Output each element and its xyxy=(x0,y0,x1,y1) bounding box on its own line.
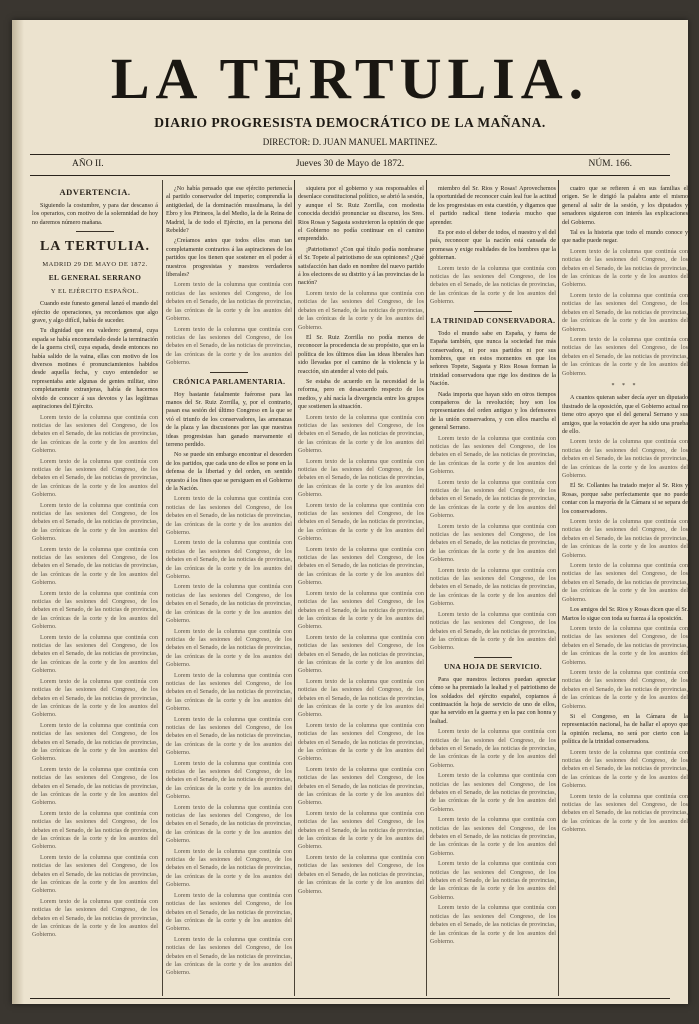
dateline-year: AÑO II. xyxy=(72,159,104,169)
article-paragraph: Se estaba de acuerdo en la necesidad de la reforma, pero en desacuerdo respecto de los medios, y ahí nacía la divergencia entre los grupos que sostienen la situación. xyxy=(298,378,424,411)
article-paragraph: Lorem texto de la columna que continúa con noticias de las sesiones del Congreso, de los debates en el Senado, de las noticias de provincias, de las crónicas de la corte y de los asuntos del Gobierno. xyxy=(32,590,158,631)
article-paragraph: Lorem texto de la columna que continúa con noticias de las sesiones del Congreso, de los debates en el Senado, de las noticias de provincias, de las crónicas de la corte y de los asuntos del Gobierno. xyxy=(32,414,158,455)
article-paragraph: Lorem texto de la columna que continúa con noticias de las sesiones del Congreso, de los debates en el Senado, de las noticias de provincias, de las crónicas de la corte y de los asuntos del Gobierno. xyxy=(298,546,424,587)
header-rule-top xyxy=(30,154,670,155)
article-paragraph: Lorem texto de la columna que continúa con noticias de las sesiones del Congreso, de los debates en el Senado, de las noticias de provincias, de las crónicas de la corte y de los asuntos del Gobierno. xyxy=(430,817,556,857)
article-paragraph: Lorem texto de la columna que continúa con noticias de las sesiones del Congreso, de los debates en el Senado, de las noticias de provincias, de las crónicas de la corte y de los asuntos del Gobierno. xyxy=(562,248,688,289)
section-stars-divider: * * * xyxy=(611,382,639,389)
header-rule-bottom xyxy=(30,175,670,176)
article-paragraph: Lorem texto de la columna que continúa con noticias de las sesiones del Congreso, de los debates en el Senado, de las noticias de provincias, de las crónicas de la corte y de los asuntos del Gobierno. xyxy=(298,290,424,331)
column-2 xyxy=(166,185,292,995)
article-paragraph: Lorem texto de la columna que continúa con noticias de las sesiones del Congreso, de los debates en el Senado, de las noticias de provincias, de las crónicas de la corte y de los asuntos del Gobierno. xyxy=(32,854,158,895)
column-separator xyxy=(162,180,163,996)
article-paragraph: Lorem texto de la columna que continúa con noticias de las sesiones del Congreso, de los debates en el Senado, de las noticias de provincias, de las crónicas de la corte y de los asuntos del Gobierno. xyxy=(562,292,688,333)
article-paragraph: Cuando este funesto general lanzó el mando del ejército de operaciones, ya recordamos que algo grave, y algo difícil, había de suceder. xyxy=(32,301,158,325)
masthead-title: LA TERTULIA. xyxy=(110,46,590,111)
article-paragraph: Lorem texto de la columna que continúa con noticias de las sesiones del Congreso, de los debates en el Senado, de las noticias de provincias, de las crónicas de la corte y de los asuntos del Gobierno. xyxy=(430,611,556,652)
article-paragraph: ¿No había pensado que ese ejército pertenecía al partido conservador del imperio; comprendía la antigüedad, de la dominación musulmana, la del Ebro y los Pirineos, la del Medio, la de la Reina de Madrid, la de todo el Ejército, en la persona del Rebelde? xyxy=(166,186,292,235)
article-paragraph: Lorem texto de la columna que continúa con noticias de las sesiones del Congreso, de los debates en el Senado, de las noticias de provincias, de las crónicas de la corte y de los asuntos del Gobierno. xyxy=(562,625,688,666)
article-paragraph: Lorem texto de la columna que continúa con noticias de las sesiones del Congreso, de los debates en el Senado, de las noticias de provincias, de las crónicas de la corte y de los asuntos del Gobierno. xyxy=(562,793,688,834)
article-paragraph: Lorem texto de la columna que continúa con noticias de las sesiones del Congreso, de los debates en el Senado, de las noticias de provincias, de las crónicas de la corte y de los asuntos del Gobierno. xyxy=(166,936,292,977)
article-paragraph: Lorem texto de la columna que continúa con noticias de las sesiones del Congreso, de los debates en el Senado, de las noticias de provincias, de las crónicas de la corte y de los asuntos del Gobierno. xyxy=(430,435,556,476)
column-separator xyxy=(558,180,559,996)
article-paragraph: Para que nuestros lectores puedan apreciar cómo se ha premiado la lealtad y el patriotismo de los soldados del ejército español, copiamos á continuación la hoja de servicio de uno de ellos, que ha servido en la guerra y en la paz con honra y lealtad. xyxy=(430,676,556,725)
article-paragraph: Lorem texto de la columna que continúa con noticias de las sesiones del Congreso, de los debates en el Senado, de las noticias de provincias, de las crónicas de la corte y de los asuntos del Gobierno. xyxy=(562,749,688,790)
article-paragraph: Lorem texto de la columna que continúa con noticias de las sesiones del Congreso, de los debates en el Senado, de las noticias de provincias, de las crónicas de la corte y de los asuntos del Gobierno. xyxy=(166,628,292,669)
article-paragraph: Lorem texto de la columna que continúa con noticias de las sesiones del Congreso, de los debates en el Senado, de las noticias de provincias, de las crónicas de la corte y de los asuntos del Gobierno. xyxy=(298,766,424,807)
article-paragraph: Lorem texto de la columna que continúa con noticias de las sesiones del Congreso, de los debates en el Senado, de las noticias de provincias, de las crónicas de la corte y de los asuntos del Gobierno. xyxy=(32,722,158,763)
article-paragraph: No se puede sin embargo encontrar el desorden de los partidos, que cada uno de ellos se pone en la defensa de la libertad y del orden, en sentido opuesto á los fines que se persiguen en el Gobierno de la Nación. xyxy=(166,452,292,492)
article-paragraph: Lorem texto de la columna que continúa con noticias de las sesiones del Congreso, de los debates en el Senado, de las noticias de provincias, de las crónicas de la corte y de los asuntos del Gobierno. xyxy=(298,590,424,631)
page-binding-shadow xyxy=(12,20,24,1004)
article-paragraph: ¡Patriotismo! ¿Con qué título podía nombrarse el Sr. Topete al patriotismo de sus opiniones? ¿Qué satisfacción han dado en nombre del nuevo partido á los electores de su distrito y á las provincias de la nación? xyxy=(298,246,424,287)
article-paragraph: Lorem texto de la columna que continúa con noticias de las sesiones del Congreso, de los debates en el Senado, de las noticias de provincias, de las crónicas de la corte y de los asuntos del Gobierno. xyxy=(166,716,292,757)
column-separator xyxy=(426,180,427,996)
masthead-director: DIRECTOR: D. JUAN MANUEL MARTINEZ. xyxy=(262,137,438,147)
article-paragraph: Lorem texto de la columna que continúa con noticias de las sesiones del Congreso, de los debates en el Senado, de las noticias de provincias, de las crónicas de la corte y de los asuntos del Gobierno. xyxy=(562,669,688,710)
article-paragraph: Lorem texto de la columna que continúa con noticias de las sesiones del Congreso, de los debates en el Senado, de las noticias de provincias, de las crónicas de la corte y de los asuntos del Gobierno. xyxy=(166,892,292,933)
article-paragraph: Lorem texto de la columna que continúa con noticias de las sesiones del Congreso, de los debates en el Senado, de las noticias de provincias, de las crónicas de la corte y de los asuntos del Gobierno. xyxy=(298,722,424,763)
article-paragraph: Los amigos del Sr. Rios y Rosas dicen que el Sr. Martos lo sigue con toda su fuerza á la oposición. xyxy=(562,607,688,622)
article-paragraph: Tu dignidad que era valedero: general, cuya espada se había encomendado desde la terminación de la guerra civil, cuya espada, desde entonces no había salido de la vaina, ellas con motivo de los diversos motines é pronunciamientos habidos desde aquella fecha, y cuyo entendedor se representaba ante algunas de gentes militar, sino completamente extranjeras, había de hacernos olvido de conocer á sus devotos y las legítimas aspiraciones del Ejército. xyxy=(32,328,158,411)
article-paragraph: Lorem texto de la columna que continúa con noticias de las sesiones del Congreso, de los debates en el Senado, de las noticias de provincias, de las crónicas de la corte y de los asuntos del Gobierno. xyxy=(166,672,292,713)
article-paragraph: Lorem texto de la columna que continúa con noticias de las sesiones del Congreso, de los debates en el Senado, de las noticias de provincias, de las crónicas de la corte y de los asuntos del Gobierno. xyxy=(166,282,292,323)
article-paragraph: Lorem texto de la columna que continúa con noticias de las sesiones del Congreso, de los debates en el Senado, de las noticias de provincias, de las crónicas de la corte y de los asuntos del Gobierno. xyxy=(166,848,292,889)
article-paragraph: Lorem texto de la columna que continúa con noticias de las sesiones del Congreso, de los debates en el Senado, de las noticias de provincias, de las crónicas de la corte y de los asuntos del Gobierno. xyxy=(562,439,688,479)
article-paragraph: Lorem texto de la columna que continúa con noticias de las sesiones del Congreso, de los debates en el Senado, de las noticias de provincias, de las crónicas de la corte y de los asuntos del Gobierno. xyxy=(32,678,158,719)
article-paragraph: Lorem texto de la columna que continúa con noticias de las sesiones del Congreso, de los debates en el Senado, de las noticias de provincias, de las crónicas de la corte y de los asuntos del Gobierno. xyxy=(298,502,424,543)
article-paragraph: Lorem texto de la columna que continúa con noticias de las sesiones del Congreso, de los debates en el Senado, de las noticias de provincias, de las crónicas de la corte y de los asuntos del Gobierno. xyxy=(430,567,556,608)
article-paragraph: Lorem texto de la columna que continúa con noticias de las sesiones del Congreso, de los debates en el Senado, de las noticias de provincias, de las crónicas de la corte y de los asuntos del Gobierno. xyxy=(430,479,556,520)
column-1 xyxy=(32,185,158,995)
advertencia-heading: ADVERTENCIA. xyxy=(59,187,131,197)
article-paragraph: Lorem texto de la columna que continúa con noticias de las sesiones del Congreso, de los debates en el Senado, de las noticias de provincias, de las crónicas de la corte y de los asuntos del Gobierno. xyxy=(562,563,688,603)
article-paragraph: Lorem texto de la columna que continúa con noticias de las sesiones del Congreso, de los debates en el Senado, de las noticias de provincias, de las crónicas de la corte y de los asuntos del Gobierno. xyxy=(32,458,158,499)
article-paragraph: siquiera por el gobierno y sus responsables el desenlace constitucional político, se abrió la sesión, y aunque el Sr. Ruiz Zorrilla, con modestia conocida decidió pronunciar su discurso, los Sres. Rios Rosas y Sagasta sostuvieron la opinión de que el Gobierno no podía continuar en el camino emprendido. xyxy=(298,186,424,243)
divider xyxy=(76,231,114,232)
article-paragraph: Lorem texto de la columna que continúa con noticias de las sesiones del Congreso, de los debates en el Senado, de las noticias de provincias, de las crónicas de la corte y de los asuntos del Gobierno. xyxy=(166,540,292,581)
article-paragraph: Lorem texto de la columna que continúa con noticias de las sesiones del Congreso, de los debates en el Senado, de las noticias de provincias, de las crónicas de la corte y de los asuntos del Gobierno. xyxy=(166,760,292,801)
madrid-dateline: MADRID 29 DE MAYO DE 1872. xyxy=(42,261,148,269)
article-paragraph: Lorem texto de la columna que continúa con noticias de las sesiones del Congreso, de los debates en el Senado, de las noticias de provincias, de las crónicas de la corte y de los asuntos del Gobierno. xyxy=(562,519,688,559)
article-paragraph: Es por esto el deber de todos, el nuestro y el del país, reconocer que la nación está cansada de promesas y exige realidades de los hombres que la gobiernan. xyxy=(430,230,556,262)
article-paragraph: El Sr. Ruiz Zorrilla no podía menos de reconocer la procedencia de su propósito, que en la política de los últimos días las ideas liberales han sido llevadas por el camino de la violencia y la reacción, sin atender al voto del país. xyxy=(298,334,424,375)
divider xyxy=(210,372,248,373)
article-heading-general-serrano: EL GENERAL SERRANO xyxy=(48,273,142,283)
article-paragraph: A cuantos quieran saber decía ayer un diputado ilustrado de la oposición, que el Gobierno actual no tiene otro apoyo que el del general Serrano y sus amigos, que la votación de ayer ha sido una prueba de ello. xyxy=(562,395,688,435)
article-paragraph: Todo el mundo sabe en España, y fuera de España también, que nunca la sociedad fue más conservadora, ni por sus partidos ni por sus hombres, que en estos momentos en que los señores Topete, Sagasta y Rios Rosas forman la trinidad conservadora que rige los destinos de la Nación. xyxy=(430,330,556,388)
column-3 xyxy=(298,185,424,995)
dateline xyxy=(32,159,668,173)
article-paragraph: Lorem texto de la columna que continúa con noticias de las sesiones del Congreso, de los debates en el Senado, de las noticias de provincias, de las crónicas de la corte y de los asuntos del Gobierno. xyxy=(298,414,424,455)
article-paragraph: Tal es la historia que todo el mundo conoce y que nadie puede negar. xyxy=(562,230,688,245)
article-paragraph: Lorem texto de la columna que continúa con noticias de las sesiones del Congreso, de los debates en el Senado, de las noticias de provincias, de las crónicas de la corte y de los asuntos del Gobierno. xyxy=(430,861,556,901)
footer-rule xyxy=(30,998,670,999)
newspaper-page xyxy=(12,20,688,1004)
dateline-date: Jueves 30 de Mayo de 1872. xyxy=(295,159,405,169)
article-paragraph: Nada importa que hayan sido en otros tiempos compañeros de la revolución; hoy son los representantes del orden antiguo y los defensores de la unión conservadora, y con ellos marcha el general Serrano. xyxy=(430,391,556,432)
article-paragraph: Lorem texto de la columna que continúa con noticias de las sesiones del Congreso, de los debates en el Senado, de las noticias de provincias, de las crónicas de la corte y de los asuntos del Gobierno. xyxy=(430,773,556,813)
advertencia-text: Siguiendo la costumbre, y para dar descanso á los operarios, con motivo de la solemnidad de hoy no daremos número mañana. xyxy=(32,203,158,226)
section-title-la-tertulia: LA TERTULIA. xyxy=(39,239,151,255)
article-paragraph: ¿Creíamos antes que todos ellos eran tan completamente contrarios á las aspiraciones de los partidos que los tienen que sostener en el poder á nuestros progresistas y nuestros verdaderos liberales? xyxy=(166,238,292,279)
article-paragraph: Lorem texto de la columna que continúa con noticias de las sesiones del Congreso, de los debates en el Senado, de las noticias de provincias, de las crónicas de la corte y de los asuntos del Gobierno. xyxy=(166,804,292,845)
article-paragraph: Lorem texto de la columna que continúa con noticias de las sesiones del Congreso, de los debates en el Senado, de las noticias de provincias, de las crónicas de la corte y de los asuntos del Gobierno. xyxy=(166,326,292,367)
article-paragraph: Lorem texto de la columna que continúa con noticias de las sesiones del Congreso, de los debates en el Senado, de las noticias de provincias, de las crónicas de la corte y de los asuntos del Gobierno. xyxy=(298,634,424,675)
article-paragraph: Lorem texto de la columna que continúa con noticias de las sesiones del Congreso, de los debates en el Senado, de las noticias de provincias, de las crónicas de la corte y de los asuntos del Gobierno. xyxy=(298,810,424,851)
article-paragraph: cuatro que se refieren á en sus familias el origen. Se le dirigió la palabra ante el mismo general al salir de la sesión, y los diputados y senadores siguieron con interés las explicaciones del Gobierno. xyxy=(562,186,688,226)
column-4 xyxy=(430,185,556,995)
article-paragraph: Lorem texto de la columna que continúa con noticias de las sesiones del Congreso, de los debates en el Senado, de las noticias de provincias, de las crónicas de la corte y de los asuntos del Gobierno. xyxy=(32,634,158,675)
article-paragraph: Lorem texto de la columna que continúa con noticias de las sesiones del Congreso, de los debates en el Senado, de las noticias de provincias, de las crónicas de la corte y de los asuntos del Gobierno. xyxy=(430,265,556,306)
article-paragraph: Lorem texto de la columna que continúa con noticias de las sesiones del Congreso, de los debates en el Senado, de las noticias de provincias, de las crónicas de la corte y de los asuntos del Gobierno. xyxy=(32,502,158,543)
divider xyxy=(474,657,512,658)
article-paragraph: Lorem texto de la columna que continúa con noticias de las sesiones del Congreso, de los debates en el Senado, de las noticias de provincias, de las crónicas de la corte y de los asuntos del Gobierno. xyxy=(298,854,424,895)
article-heading-hoja-servicio: UNA HOJA DE SERVICIO. xyxy=(443,661,543,671)
column-separator xyxy=(294,180,295,996)
article-paragraph: Lorem texto de la columna que continúa con noticias de las sesiones del Congreso, de los debates en el Senado, de las noticias de provincias, de las crónicas de la corte y de los asuntos del Gobierno. xyxy=(298,678,424,719)
dateline-number: NÚM. 166. xyxy=(588,159,632,169)
article-paragraph: Lorem texto de la columna que continúa con noticias de las sesiones del Congreso, de los debates en el Senado, de las noticias de provincias, de las crónicas de la corte y de los asuntos del Gobierno. xyxy=(32,898,158,939)
article-paragraph: Si el Congreso, en la Cámara de la representación nacional, ha de hallar el apoyo que la opinión reclama, no será por cierto con la política de la trinidad conservadora. xyxy=(562,713,688,746)
article-subheading: Y EL EJÉRCITO ESPAÑOL. xyxy=(50,288,140,296)
article-paragraph: Lorem texto de la columna que continúa con noticias de las sesiones del Congreso, de los debates en el Senado, de las noticias de provincias, de las crónicas de la corte y de los asuntos del Gobierno. xyxy=(298,458,424,499)
article-paragraph: Lorem texto de la columna que continúa con noticias de las sesiones del Congreso, de los debates en el Senado, de las noticias de provincias, de las crónicas de la corte y de los asuntos del Gobierno. xyxy=(32,766,158,807)
article-paragraph: El Sr. Collantes ha tratado mejor al Sr. Rios y Rosas, porque sabe perfectamente que no puede contar con la mayoría de la Cámara si se separa de los conservadores. xyxy=(562,483,688,515)
article-paragraph: Lorem texto de la columna que continúa con noticias de las sesiones del Congreso, de los debates en el Senado, de las noticias de provincias, de las crónicas de la corte y de los asuntos del Gobierno. xyxy=(562,336,688,377)
masthead-subtitle: DIARIO PROGRESISTA DEMOCRÁTICO DE LA MAÑANA. xyxy=(154,115,546,130)
article-paragraph: Hoy bastante fatalmente fuéronse para las manos del Sr. Ruiz Zorrilla, y, por el contrario, pasan esa sesión del último Congreso en la que se vió el triunfo de los conservadores, las amenazas de la plaza y las discusiones por las que nuestras ideas progresistas han ganado nuevamente el terreno perdido. xyxy=(166,391,292,448)
article-paragraph: Lorem texto de la columna que continúa con noticias de las sesiones del Congreso, de los debates en el Senado, de las noticias de provincias, de las crónicas de la corte y de los asuntos del Gobierno. xyxy=(430,905,556,945)
divider xyxy=(474,311,512,312)
article-paragraph: Lorem texto de la columna que continúa con noticias de las sesiones del Congreso, de los debates en el Senado, de las noticias de provincias, de las crónicas de la corte y de los asuntos del Gobierno. xyxy=(166,496,292,537)
article-paragraph: Lorem texto de la columna que continúa con noticias de las sesiones del Congreso, de los debates en el Senado, de las noticias de provincias, de las crónicas de la corte y de los asuntos del Gobierno. xyxy=(430,729,556,769)
article-paragraph: Lorem texto de la columna que continúa con noticias de las sesiones del Congreso, de los debates en el Senado, de las noticias de provincias, de las crónicas de la corte y de los asuntos del Gobierno. xyxy=(32,546,158,587)
article-paragraph: miembro del Sr. Rios y Rosas! Aprovechemos la oportunidad de reconocer cuán leal fue la actitud de los progresistas en esta cuestión, y digamos que el partido radical tiene todavía mucho que aprender. xyxy=(430,186,556,226)
article-paragraph: Lorem texto de la columna que continúa con noticias de las sesiones del Congreso, de los debates en el Senado, de las noticias de provincias, de las crónicas de la corte y de los asuntos del Gobierno. xyxy=(430,523,556,564)
article-paragraph: Lorem texto de la columna que continúa con noticias de las sesiones del Congreso, de los debates en el Senado, de las noticias de provincias, de las crónicas de la corte y de los asuntos del Gobierno. xyxy=(32,810,158,851)
article-heading-cronica: CRÓNICA PARLAMENTARIA. xyxy=(172,376,286,386)
column-5 xyxy=(562,185,688,995)
article-paragraph: Lorem texto de la columna que continúa con noticias de las sesiones del Congreso, de los debates en el Senado, de las noticias de provincias, de las crónicas de la corte y de los asuntos del Gobierno. xyxy=(166,584,292,625)
article-heading-trinidad: LA TRINIDAD CONSERVADORA. xyxy=(430,315,556,325)
